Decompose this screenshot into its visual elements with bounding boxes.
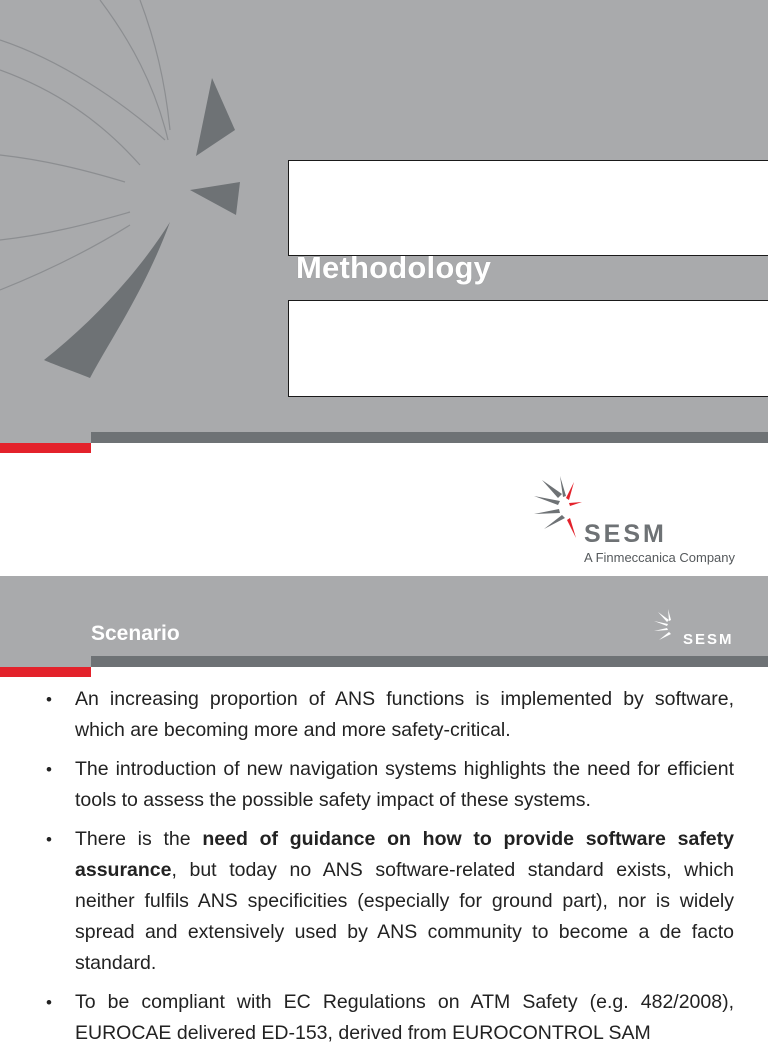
scenario-slide xyxy=(0,576,768,1044)
bullet-dot-icon: • xyxy=(46,830,52,849)
sesm-logo-icon xyxy=(653,608,683,644)
bullet-list xyxy=(0,684,768,1057)
bullet-item xyxy=(0,987,768,1049)
bullet-text: To be compliant with EC Regulations on ATM Safety (e.g. 482/2008), EUROCAE delivered ED-153, derived from EUROCONTROL SAM xyxy=(75,991,734,1044)
accent-bar xyxy=(0,443,91,453)
slide-title: Scenario xyxy=(91,622,180,645)
title-placeholder-box xyxy=(288,160,768,256)
swirl-decoration-icon xyxy=(0,0,260,400)
left-bar xyxy=(0,656,91,667)
bullet-item xyxy=(0,754,768,816)
bullet-text: There is the xyxy=(75,828,203,850)
logo-wordmark: SESM xyxy=(683,631,734,648)
bullet-item xyxy=(0,684,768,746)
bullet-dot-icon: • xyxy=(46,690,52,709)
divider-bar xyxy=(91,432,768,443)
accent-bar xyxy=(0,667,91,677)
logo-tagline: A Finmeccanica Company xyxy=(584,550,736,565)
slide-title: Methodology xyxy=(296,250,492,285)
bullet-text: , but today no ANS software-related standard exists, which neither fulfils ANS specificities (especially for ground part), nor is widely spread and extensively used by ANS community to become a de facto standard. xyxy=(75,859,734,974)
bullet-emphasis-text: need of guidance on how to provide software safety assurance xyxy=(75,828,734,881)
left-bar xyxy=(0,432,91,443)
bullet-dot-icon: • xyxy=(46,760,52,779)
bullet-item xyxy=(0,824,768,979)
bullet-dot-icon: • xyxy=(46,993,52,1012)
bullet-text: The introduction of new navigation systems highlights the need for efficient tools to assess the possible safety impact of these systems. xyxy=(75,758,734,811)
sesm-logo-icon xyxy=(532,474,592,542)
bullet-text: An increasing proportion of ANS functions is implemented by software, which are becoming more and more safety-critical. xyxy=(75,688,734,741)
subtitle-placeholder-box xyxy=(288,300,768,397)
divider-bar xyxy=(91,656,768,667)
logo-wordmark: SESM xyxy=(584,520,667,548)
